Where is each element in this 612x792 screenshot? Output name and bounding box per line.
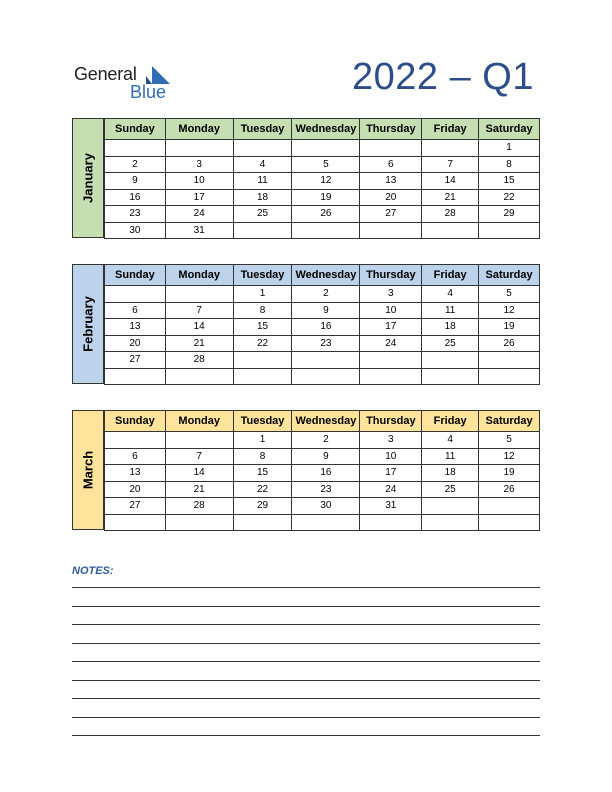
- week-row: [105, 140, 540, 157]
- day-cell: [422, 498, 479, 515]
- day-cell: [360, 352, 422, 369]
- day-cell: [422, 222, 479, 239]
- day-cell: 8: [479, 156, 540, 173]
- day-cell: [165, 514, 233, 531]
- month-name: January: [80, 153, 96, 203]
- day-cell: [360, 222, 422, 239]
- month-grid: [104, 264, 540, 385]
- day-cell: 24: [165, 206, 233, 223]
- day-cell: 6: [360, 156, 422, 173]
- day-cell: 7: [165, 302, 233, 319]
- day-cell: 10: [360, 302, 422, 319]
- day-cell: 23: [292, 481, 360, 498]
- day-cell: 6: [105, 448, 166, 465]
- day-cell: 6: [105, 302, 166, 319]
- day-cell: [422, 140, 479, 157]
- day-cell: 19: [479, 465, 540, 482]
- day-cell: [422, 352, 479, 369]
- day-cell: 9: [292, 448, 360, 465]
- month-label-cell: [72, 410, 104, 530]
- day-cell: 5: [479, 286, 540, 303]
- weekday-header-row: [105, 265, 540, 286]
- day-cell: 22: [479, 189, 540, 206]
- notes-line: [72, 606, 540, 607]
- month-name: February: [80, 296, 96, 352]
- day-cell: [292, 514, 360, 531]
- day-cell: 2: [105, 156, 166, 173]
- weekday-header: Thursday: [360, 119, 422, 140]
- day-cell: 18: [233, 189, 292, 206]
- day-cell: 30: [105, 222, 166, 239]
- day-cell: 13: [105, 465, 166, 482]
- weekday-header: Monday: [165, 411, 233, 432]
- notes-line: [72, 643, 540, 644]
- week-row: [105, 302, 540, 319]
- notes-line: [72, 680, 540, 681]
- weekday-header: Wednesday: [292, 119, 360, 140]
- day-cell: 22: [233, 481, 292, 498]
- week-row: [105, 448, 540, 465]
- day-cell: 16: [292, 319, 360, 336]
- day-cell: 14: [422, 173, 479, 190]
- day-cell: 21: [165, 335, 233, 352]
- day-cell: [165, 140, 233, 157]
- day-cell: 25: [422, 481, 479, 498]
- day-cell: 14: [165, 465, 233, 482]
- weekday-header: Friday: [422, 411, 479, 432]
- day-cell: [233, 352, 292, 369]
- month-name: March: [80, 450, 96, 490]
- day-cell: 13: [360, 173, 422, 190]
- day-cell: [360, 368, 422, 385]
- day-cell: [233, 368, 292, 385]
- day-cell: 4: [422, 432, 479, 449]
- day-cell: 18: [422, 465, 479, 482]
- notes-line: [72, 717, 540, 718]
- day-cell: 24: [360, 335, 422, 352]
- day-cell: 21: [165, 481, 233, 498]
- day-cell: 30: [292, 498, 360, 515]
- notes-label: NOTES:: [72, 565, 114, 577]
- day-cell: 25: [422, 335, 479, 352]
- day-cell: [165, 368, 233, 385]
- page-title: 2022 – Q1: [352, 56, 534, 98]
- day-cell: 23: [292, 335, 360, 352]
- weekday-header: Wednesday: [292, 411, 360, 432]
- weekday-header: Thursday: [360, 265, 422, 286]
- day-cell: 15: [479, 173, 540, 190]
- weekday-header: Monday: [165, 265, 233, 286]
- weekday-header: Monday: [165, 119, 233, 140]
- day-cell: 7: [165, 448, 233, 465]
- weekday-header: Friday: [422, 119, 479, 140]
- day-cell: 3: [360, 432, 422, 449]
- day-cell: 26: [479, 481, 540, 498]
- month-label-cell: [72, 118, 104, 238]
- brand-logo: [74, 64, 184, 104]
- day-cell: 15: [233, 465, 292, 482]
- day-cell: 1: [233, 432, 292, 449]
- week-row: [105, 189, 540, 206]
- day-cell: [422, 514, 479, 531]
- day-cell: 25: [233, 206, 292, 223]
- day-cell: 7: [422, 156, 479, 173]
- weekday-header: Saturday: [479, 119, 540, 140]
- day-cell: 20: [360, 189, 422, 206]
- notes-line: [72, 735, 540, 736]
- day-cell: 2: [292, 432, 360, 449]
- day-cell: 27: [360, 206, 422, 223]
- day-cell: 31: [165, 222, 233, 239]
- week-row: [105, 173, 540, 190]
- month-grid: [104, 118, 540, 239]
- day-cell: 28: [165, 352, 233, 369]
- day-cell: 26: [292, 206, 360, 223]
- day-cell: [360, 514, 422, 531]
- day-cell: 1: [233, 286, 292, 303]
- day-cell: [422, 368, 479, 385]
- month-label-cell: [72, 264, 104, 384]
- day-cell: 14: [165, 319, 233, 336]
- day-cell: 26: [479, 335, 540, 352]
- weekday-header: Tuesday: [233, 265, 292, 286]
- day-cell: 20: [105, 335, 166, 352]
- weekday-header: Tuesday: [233, 119, 292, 140]
- day-cell: [479, 352, 540, 369]
- day-cell: 9: [292, 302, 360, 319]
- day-cell: 28: [422, 206, 479, 223]
- day-cell: 27: [105, 352, 166, 369]
- day-cell: 5: [292, 156, 360, 173]
- day-cell: 4: [422, 286, 479, 303]
- week-row: [105, 498, 540, 515]
- month-grid: [104, 410, 540, 531]
- day-cell: 4: [233, 156, 292, 173]
- day-cell: 12: [292, 173, 360, 190]
- week-row: [105, 514, 540, 531]
- day-cell: 27: [105, 498, 166, 515]
- day-cell: [105, 286, 166, 303]
- weekday-header: Sunday: [105, 119, 166, 140]
- day-cell: 10: [165, 173, 233, 190]
- day-cell: 15: [233, 319, 292, 336]
- day-cell: 11: [422, 448, 479, 465]
- day-cell: [105, 140, 166, 157]
- day-cell: 29: [233, 498, 292, 515]
- day-cell: [292, 140, 360, 157]
- weekday-header-row: [105, 411, 540, 432]
- day-cell: 28: [165, 498, 233, 515]
- logo-word-general: General: [74, 64, 137, 84]
- weekday-header: Saturday: [479, 265, 540, 286]
- notes-line: [72, 698, 540, 699]
- weekday-header: Saturday: [479, 411, 540, 432]
- day-cell: 8: [233, 448, 292, 465]
- day-cell: 8: [233, 302, 292, 319]
- day-cell: [479, 498, 540, 515]
- day-cell: [233, 514, 292, 531]
- day-cell: 2: [292, 286, 360, 303]
- day-cell: [105, 432, 166, 449]
- day-cell: 17: [165, 189, 233, 206]
- day-cell: [105, 514, 166, 531]
- weekday-header: Wednesday: [292, 265, 360, 286]
- day-cell: 10: [360, 448, 422, 465]
- day-cell: [292, 222, 360, 239]
- day-cell: 1: [479, 140, 540, 157]
- day-cell: 19: [292, 189, 360, 206]
- day-cell: 13: [105, 319, 166, 336]
- week-row: [105, 335, 540, 352]
- day-cell: 17: [360, 465, 422, 482]
- week-row: [105, 368, 540, 385]
- day-cell: [292, 352, 360, 369]
- week-row: [105, 432, 540, 449]
- weekday-header: Sunday: [105, 265, 166, 286]
- week-row: [105, 286, 540, 303]
- weekday-header: Thursday: [360, 411, 422, 432]
- notes-line: [72, 624, 540, 625]
- notes-line: [72, 661, 540, 662]
- day-cell: 18: [422, 319, 479, 336]
- week-row: [105, 156, 540, 173]
- weekday-header: Sunday: [105, 411, 166, 432]
- day-cell: 21: [422, 189, 479, 206]
- day-cell: 24: [360, 481, 422, 498]
- day-cell: 11: [233, 173, 292, 190]
- week-row: [105, 319, 540, 336]
- day-cell: 11: [422, 302, 479, 319]
- week-row: [105, 206, 540, 223]
- day-cell: [479, 368, 540, 385]
- day-cell: 12: [479, 302, 540, 319]
- notes-line: [72, 587, 540, 588]
- week-row: [105, 352, 540, 369]
- day-cell: 12: [479, 448, 540, 465]
- logo-word-blue: Blue: [130, 82, 167, 102]
- day-cell: [165, 432, 233, 449]
- day-cell: [233, 140, 292, 157]
- day-cell: 20: [105, 481, 166, 498]
- day-cell: 17: [360, 319, 422, 336]
- day-cell: [479, 514, 540, 531]
- day-cell: 9: [105, 173, 166, 190]
- day-cell: [165, 286, 233, 303]
- weekday-header: Tuesday: [233, 411, 292, 432]
- day-cell: 23: [105, 206, 166, 223]
- day-cell: 22: [233, 335, 292, 352]
- day-cell: 19: [479, 319, 540, 336]
- day-cell: 29: [479, 206, 540, 223]
- day-cell: 3: [165, 156, 233, 173]
- week-row: [105, 222, 540, 239]
- day-cell: [360, 140, 422, 157]
- week-row: [105, 481, 540, 498]
- day-cell: [233, 222, 292, 239]
- day-cell: 16: [292, 465, 360, 482]
- day-cell: 5: [479, 432, 540, 449]
- day-cell: 3: [360, 286, 422, 303]
- day-cell: [479, 222, 540, 239]
- day-cell: 31: [360, 498, 422, 515]
- week-row: [105, 465, 540, 482]
- day-cell: 16: [105, 189, 166, 206]
- day-cell: [105, 368, 166, 385]
- weekday-header: Friday: [422, 265, 479, 286]
- day-cell: [292, 368, 360, 385]
- weekday-header-row: [105, 119, 540, 140]
